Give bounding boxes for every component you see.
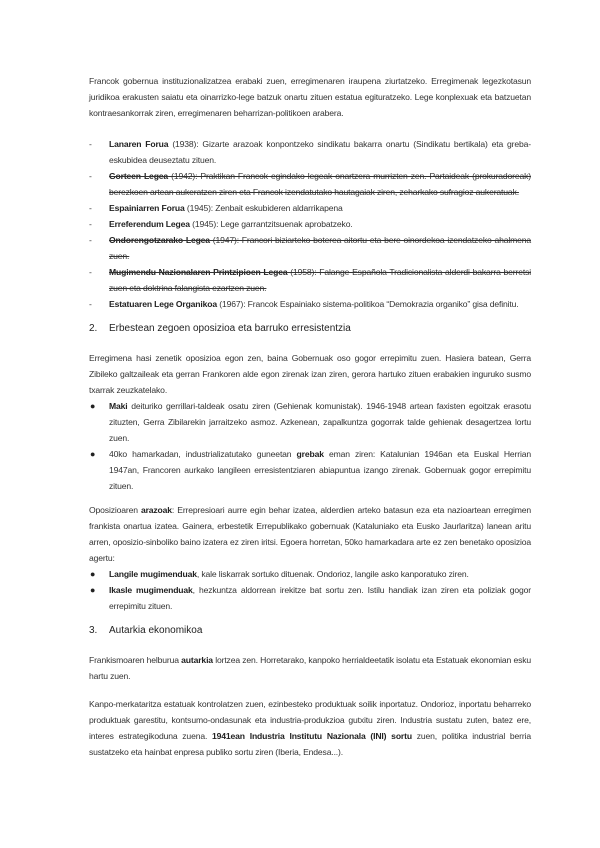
law-description: (1942): Praktikan Francok egindako legeak onartzera murrizten zen. Partaideak (prokuradoreak) berezkoen artean aukeratzen ziren eta Francok izendatutako hautagaiak ziren, zeharkako sufragioz aukeratuak. bbox=[109, 171, 531, 197]
law-name: Ondorengotzarako Legea bbox=[109, 235, 210, 245]
law-description: (1947): Francori biziarteko boterea aitortu eta bere oinordekoa izendatzeko ahalmena zuen. bbox=[109, 235, 531, 261]
law-item-struck bbox=[89, 232, 531, 264]
para-keyword: 1941ean Industria Institutu Nazionala (INI) sortu bbox=[212, 731, 412, 741]
law-name: Estatuaren Lege Organikoa bbox=[109, 299, 218, 309]
law-item bbox=[89, 200, 531, 216]
item-keyword: grebak bbox=[296, 449, 324, 459]
law-item-struck bbox=[89, 264, 531, 296]
item-text: 40ko hamarkadan, industrializatutako guneetan bbox=[109, 449, 297, 459]
para-text: Frankismoaren helburua bbox=[89, 655, 182, 665]
section-number: 2. bbox=[89, 323, 98, 334]
item-keyword: Maki bbox=[109, 401, 128, 411]
list-item bbox=[90, 446, 531, 494]
section-title: Erbestean zegoen oposizioa eta barruko erresistentzia bbox=[109, 323, 351, 334]
list-item bbox=[90, 566, 531, 582]
law-description: (1958): Falange Española Tradicionalista alderdi bakarra berretsi zuen eta doktrina falangista ezartzen zuen. bbox=[109, 267, 531, 293]
section-2-heading bbox=[89, 320, 531, 338]
law-name: Gorteen Legea bbox=[109, 171, 169, 181]
item-text: , kale liskarrak sortuko dituenak. Ondorioz, langile asko kanporatuko ziren. bbox=[196, 569, 469, 579]
law-name: Espainiarren Forua bbox=[109, 203, 185, 213]
bullet-dot-icon: ● bbox=[90, 401, 96, 411]
para-text: lortzea zen. Horretarako, kanpoko herrialdeetatik isolatu eta Estatuak ekonomian esku hartu zuen. bbox=[89, 655, 531, 681]
law-description: (1938): Gizarte arazoak konpontzeko sindikatu bakarra onartu (Sindikatu bertikala) eta greba-eskubidea deuseztatu zituen. bbox=[109, 139, 531, 165]
section-2-intro: Erregimena hasi zenetik oposizioa egon zen, baina Gobernuak oso gogor errepimitu zuen. Hasiera batean, Gerra Zibileko galtzaileak eta gerran Frankoren alde egon zirenak izan ziren, gerora hartuko zituen erabakien inguruko susmo txarrak zeuzkatelako. bbox=[89, 353, 531, 395]
list-item bbox=[90, 582, 531, 614]
bullet-dot-icon: ● bbox=[90, 585, 96, 595]
oposizio-paragraph bbox=[89, 502, 531, 566]
para-keyword: autarkia bbox=[181, 655, 213, 665]
list-item bbox=[90, 398, 531, 446]
dash-marker: - bbox=[89, 267, 92, 277]
item-text: deituriko gerrillari-taldeak osatu ziren (Gehienak komunistak). 1946-1948 artean faxisten egoitzak erasotu zituzten, Gerra Zibilarekin jarraitzeko asmoz. Azkenean, zapalkuntza gogorrak talde gehienak desagertzea lortu zuen. bbox=[109, 401, 531, 443]
bullet-dot-icon: ● bbox=[90, 449, 96, 459]
item-keyword: Langile mugimenduak bbox=[109, 569, 197, 579]
item-text: eman ziren: Katalunian 1946an eta Euskal Herrian 1947an, Francoren aurkako langileen erresistentziaren abiapuntua izango zirenak. Gobernuak gogor errepimitu zituen. bbox=[109, 449, 531, 491]
dash-marker: - bbox=[89, 219, 92, 229]
dash-marker: - bbox=[89, 235, 92, 245]
dash-marker: - bbox=[89, 299, 92, 309]
law-description: (1945): Lege garrantzitsuenak aprobatzeko. bbox=[189, 219, 353, 229]
opposition-list bbox=[89, 398, 531, 494]
bullet-dot-icon: ● bbox=[90, 569, 96, 579]
law-item-struck bbox=[89, 168, 531, 200]
laws-list bbox=[89, 136, 531, 312]
law-item bbox=[89, 136, 531, 168]
law-item bbox=[89, 296, 531, 312]
dash-marker: - bbox=[89, 139, 92, 149]
item-keyword: Ikasle mugimenduak bbox=[109, 585, 193, 595]
para-text: Oposizioaren bbox=[89, 505, 141, 515]
law-name: Erreferendum Legea bbox=[109, 219, 190, 229]
movements-list bbox=[89, 566, 531, 614]
trade-paragraph bbox=[89, 696, 531, 760]
dash-marker: - bbox=[89, 203, 92, 213]
intro-paragraph: Francok gobernua instituzionalizatzea erabaki zuen, erregimenaren iraupena ziurtatzeko. Erregimenak legezkotasun juridikoa erakusten saiatu eta oinarrizko-lege batzuk onartu zituen estatua egituratzeko. Lege konplexuak eta batzuetan kontraesankorrak ziren, erregimenaren beharrizan-politikoen arabera. bbox=[89, 76, 531, 118]
section-number: 3. bbox=[89, 625, 98, 636]
para-text: Kanpo-merkataritza estatuak kontrolatzen zuen, ezinbesteko produktuak soilik inportatuz. Ondorioz, inportatu beharreko produktuak garestitu, kontsumo-ondasunak eta industria-produkzioa gutxitu ziren. Industria sustatu zuten, batez ere, interes estrategikoduna zuena. bbox=[89, 699, 531, 741]
law-name: Mugimendu Nazionalaren Printzipioen Legea bbox=[109, 267, 288, 277]
law-description: (1967): Francok Espainiako sistema-politikoa “Demokrazia organiko” gisa definitu. bbox=[217, 299, 519, 309]
law-name: Lanaren Forua bbox=[109, 139, 169, 149]
section-title: Autarkia ekonomikoa bbox=[109, 625, 203, 636]
para-text: zuen, politika industrial berria sustatzeko eta hainbat enpresa publiko sortu ziren (Iberia, Endesa...). bbox=[89, 731, 531, 757]
para-text: : Errepresioari aurre egin behar izatea, alderdien arteko batasun eza eta nazioartean erregimen frankista onartua izatea. Gainera, erbestetik Errepublikako gobernuak (Kataluniako eta Eusko Jaurlaritza) lanean aritu arren, oposizio-sinboliko baino izatera ez ziren iritsi. Egoera horretan, 50ko hamarkadara arte ez zen benetako oposizioa agertu: bbox=[89, 505, 531, 563]
law-item bbox=[89, 216, 531, 232]
para-keyword: arazoak bbox=[140, 505, 172, 515]
item-text: , hezkuntza aldorrean irekitze bat sortu zen. Istilu handiak izan ziren eta poliziak gogor errepimitu zituen. bbox=[109, 585, 531, 611]
section-3-heading bbox=[89, 622, 531, 640]
law-description: (1945): Zenbait eskubideren aldarrikapena bbox=[184, 203, 343, 213]
autarkia-paragraph bbox=[89, 652, 531, 684]
dash-marker: - bbox=[89, 171, 92, 181]
